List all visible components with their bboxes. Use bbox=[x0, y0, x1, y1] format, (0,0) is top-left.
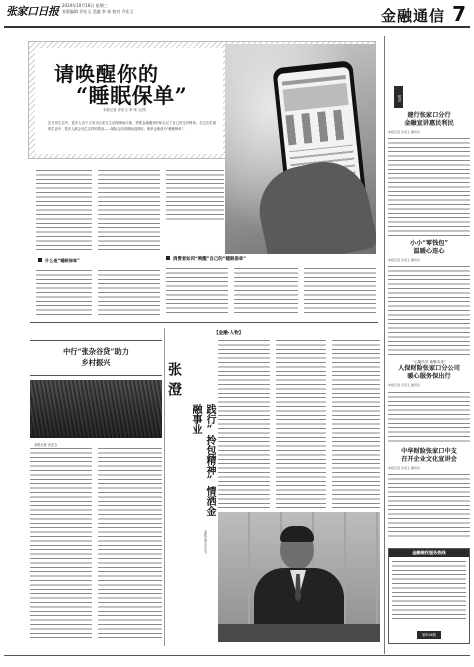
subhead-what-is bbox=[38, 258, 158, 266]
left-story-col-2 bbox=[98, 448, 162, 640]
person-hair bbox=[280, 526, 314, 542]
sidebar-item-3-body bbox=[388, 392, 470, 444]
sidebar-item-byline: 本报记者 乔宏玉 通讯员 bbox=[388, 130, 420, 134]
sidebar-item-4 bbox=[388, 448, 470, 470]
feature-col-4 bbox=[36, 270, 92, 315]
feature-col-7 bbox=[234, 268, 298, 316]
feature-photo bbox=[225, 44, 376, 254]
sidebar-item-2-body bbox=[388, 266, 470, 358]
sidebar-item-1 bbox=[388, 112, 470, 134]
profile-photo bbox=[218, 512, 380, 642]
bottom-rule bbox=[4, 655, 470, 656]
sidebar-item-title-2: 暖心服务保出行 bbox=[407, 373, 451, 380]
profile-name: 张澄 bbox=[166, 362, 182, 402]
page-number: 7 bbox=[452, 2, 466, 26]
section-title: 金融通信 bbox=[380, 7, 445, 25]
feature-col-3 bbox=[166, 170, 224, 220]
left-story-photo bbox=[30, 380, 162, 438]
sidebar-tag: 短讯 bbox=[394, 86, 403, 108]
subhead-marker bbox=[38, 258, 42, 262]
sidebar-item-3 bbox=[388, 360, 470, 387]
sidebar-item-title-2: 召开企业文化宣讲会 bbox=[401, 456, 457, 463]
sidebar-item-kicker: “心随所享 新聚未来” bbox=[412, 360, 446, 364]
feature-headline-2: “睡眠保单” bbox=[76, 83, 188, 108]
feature-col-5 bbox=[98, 270, 160, 315]
sidebar-item-1-body bbox=[388, 138, 470, 236]
profile-label: 【金融·人物】 bbox=[214, 331, 244, 336]
sidebar-item-byline: 本报记者 乔宏玉 通讯员 bbox=[388, 258, 420, 262]
feature-bottom-rule bbox=[30, 322, 378, 323]
desk bbox=[218, 624, 380, 642]
masthead-rule bbox=[4, 26, 470, 28]
sidebar-item-title-2: 金融宣讲惠民利民 bbox=[404, 120, 454, 127]
subhead-how-to-text: 消费者如何“唤醒”自己的“睡眠保单” bbox=[173, 257, 247, 262]
screen-banner bbox=[283, 83, 349, 112]
feature-byline: 本报记者 乔宏玉 李 颂 文/图 bbox=[103, 108, 146, 112]
hotline-foot: 第816期 bbox=[417, 631, 441, 639]
profile-byline: 本报记者 乔宏玉 bbox=[203, 530, 207, 554]
left-story-col-1 bbox=[30, 448, 92, 640]
profile-headline: 践行“拎包精神”情洒金融事业 bbox=[190, 404, 215, 516]
sidebar-item-title: 小小“零钱包” bbox=[409, 240, 449, 247]
sidebar-item-4-body bbox=[388, 474, 470, 540]
profile-col-3 bbox=[332, 340, 380, 508]
profile-col-1 bbox=[218, 340, 270, 508]
masthead bbox=[0, 0, 474, 30]
feature-col-8 bbox=[304, 268, 376, 316]
profile-rule bbox=[164, 328, 165, 646]
feature-col-6 bbox=[166, 268, 228, 316]
left-story-title: 中行“张杂谷贷”助力 bbox=[63, 347, 129, 356]
hotline-body bbox=[392, 561, 466, 619]
hotline-box bbox=[388, 548, 470, 644]
left-story-title-2: 乡村振兴 bbox=[81, 358, 111, 367]
sidebar-item-title: 建行张家口分行 bbox=[407, 112, 451, 119]
feature-headline: 请唤醒你的 bbox=[54, 62, 159, 86]
feature-col-1 bbox=[36, 170, 92, 250]
sidebar-item-title: 中华财险张家口中支 bbox=[401, 448, 457, 455]
screen-grid bbox=[285, 109, 352, 146]
feature-lead: 在日常生活中，很多人出于义务分红或为生活保障而买保，需要金融服务时却忘记了自己的这份保单。在过去忙碌的生活中，很多人都会发生这样的情况——保险合同到期而没领取，保单也就成为“睡眠保单”。 bbox=[48, 121, 216, 131]
subhead-how-to bbox=[166, 256, 376, 265]
sidebar-rule bbox=[384, 36, 385, 654]
newspaper-logo: 张家口日报 bbox=[6, 5, 59, 18]
subhead-marker bbox=[166, 256, 170, 260]
profile-col-2 bbox=[276, 340, 326, 508]
sidebar-item-title-2: 温暖心连心 bbox=[413, 248, 445, 255]
sidebar-item-title: 人保财险张家口分公司 bbox=[398, 365, 460, 372]
date-line: 2024年10月16日 星期三 bbox=[62, 3, 108, 8]
feature-col-2 bbox=[98, 170, 160, 250]
hotline-label: 金融维权服务热线 bbox=[389, 549, 469, 557]
subhead-what-is-text: 什么是“睡眠保单” bbox=[45, 258, 80, 263]
sidebar-item-byline: 本报记者 乔宏玉 通讯员 bbox=[388, 466, 420, 470]
sidebar-item-byline: 本报记者 乔宏玉 通讯员 bbox=[388, 383, 420, 387]
sidebar-item-2 bbox=[388, 240, 470, 262]
editor-line: 本版编辑 乔宏玉 美编 李 颂 校对 乔宏玉 bbox=[62, 9, 134, 14]
left-story-byline: 本报记者 乔宏玉 bbox=[34, 443, 58, 447]
